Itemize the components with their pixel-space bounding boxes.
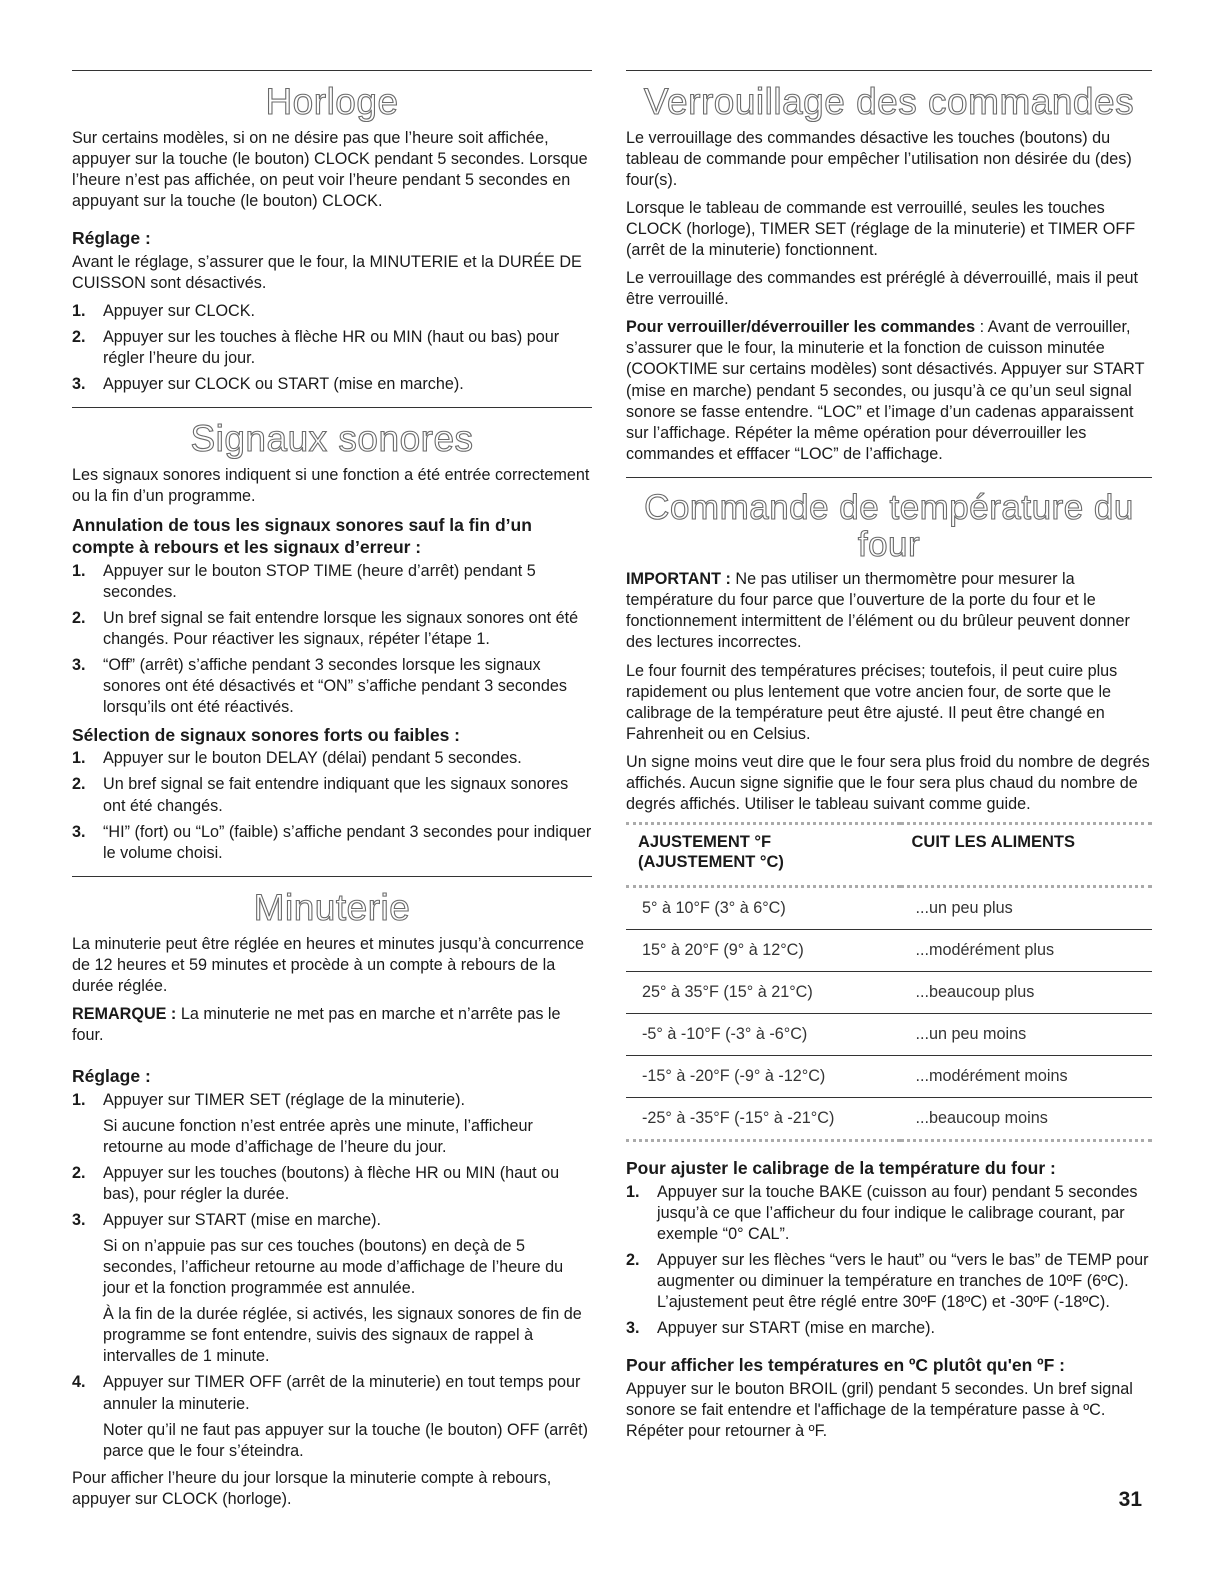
section-divider [72, 70, 592, 71]
table-row [626, 886, 1152, 929]
step-number: 2. [72, 1163, 86, 1182]
timer-note [72, 1004, 592, 1046]
table-header-adjustment [626, 823, 900, 886]
timer-section [72, 876, 592, 1510]
temp-important-label: IMPORTANT : [626, 570, 731, 589]
table-row [626, 1055, 1152, 1097]
table-cell-result: ...modérément moins [900, 1055, 1152, 1097]
step-text: Appuyer sur START (mise en marche). [103, 1211, 381, 1230]
step-number: 3. [72, 822, 86, 841]
signals-cancel-steps [72, 561, 592, 718]
calibration-step [626, 1182, 1152, 1245]
step-text: Appuyer sur les flèches “vers le haut” ou “vers le bas” de TEMP pour augmenter ou diminuer la température en tranches de 10ºF (6ºC). L’ajustement peut être réglé entre 30ºF (18ºC) et -30ºF (-18ºC). [657, 1251, 1149, 1312]
timer-step [72, 1372, 592, 1461]
header-line: AJUSTEMENT °F [638, 832, 772, 851]
step-text: Appuyer sur TIMER OFF (arrêt de la minuterie) en tout temps pour annuler la minuterie. [103, 1373, 581, 1413]
step-text: Un bref signal se fait entendre indiquant que les signaux sonores ont été changés. [103, 775, 569, 815]
signals-section [72, 407, 592, 863]
temp-paragraph: Le four fournit des températures précises; toutefois, il peut cuire plus rapidement ou plus lentement que votre ancien four, de sorte que le calibrage de la température peut être ajusté. Il peut être changé en Fahrenheit ou en Celsius. [626, 661, 1118, 743]
lock-instructions [626, 317, 1152, 464]
lock-instructions-label: Pour verrouiller/déverrouiller les commandes [626, 318, 976, 337]
clock-step [72, 301, 592, 322]
timer-steps [72, 1090, 592, 1462]
header-line: (AJUSTEMENT °C) [638, 852, 784, 871]
step-number: 1. [72, 302, 86, 321]
table-cell-result: ...beaucoup moins [900, 1097, 1152, 1140]
table-cell-adjustment: 25° à 35°F (15° à 21°C) [626, 971, 900, 1013]
table-cell-result: ...modérément plus [900, 929, 1152, 971]
timer-step [72, 1163, 592, 1205]
clock-intro: Sur certains modèles, si on ne désire pas que l’heure soit affichée, appuyer sur la touche (le bouton) CLOCK pendant 5 secondes. Lorsque l’heure n’est pas affichée, on peut voir l’heure pendant 5 secondes en appuyant sur la touche (le bouton) CLOCK. [72, 128, 588, 211]
step-number: 2. [72, 609, 86, 628]
step-number: 2. [626, 1251, 640, 1269]
timer-note-label: REMARQUE : [72, 1004, 177, 1023]
signals-step [72, 655, 592, 718]
step-text: Appuyer sur TIMER SET (réglage de la minuterie). [103, 1090, 465, 1109]
clock-step [72, 327, 592, 369]
calibration-step [626, 1250, 1152, 1313]
temp-important [626, 569, 1152, 653]
table-row [626, 1097, 1152, 1140]
timer-step [72, 1210, 592, 1367]
step-number: 3. [626, 1319, 640, 1338]
signals-cancel-title: Annulation de tous les signaux sonores sauf la fin d’un compte à rebours et les signaux d’erreur : [72, 515, 532, 558]
lock-paragraph: Le verrouillage des commandes est préréglé à déverrouillé, mais il peut être verrouillé. [626, 269, 1138, 309]
step-text: “HI” (fort) ou “Lo” (faible) s’affiche pendant 3 secondes pour indiquer le volume choisi. [103, 822, 592, 862]
step-text: Appuyer sur les touches à flèche HR ou MIN (haut ou bas) pour régler l’heure du jour. [103, 328, 560, 368]
timer-heading: Minuterie [253, 886, 411, 928]
calibration-step [626, 1318, 1152, 1339]
timer-setting-title: Réglage : [72, 1065, 151, 1086]
step-text: Appuyer sur START (mise en marche). [657, 1319, 935, 1338]
section-divider [626, 70, 1152, 71]
temp-celsius-title: Pour afficher les températures en ºC plutôt qu'en ºF : [626, 1355, 1065, 1376]
signals-step [72, 561, 592, 603]
step-text: Appuyer sur le bouton DELAY (délai) pendant 5 secondes. [103, 749, 522, 768]
signals-step [72, 822, 592, 864]
table-row [626, 1013, 1152, 1055]
step-note: Si on n’appuie pas sur ces touches (boutons) en deçà de 5 secondes, l’afficheur retourne au mode d’affichage de l’heure du jour et la fonction programmée est annulée. [103, 1237, 564, 1298]
right-column [626, 70, 1152, 1449]
signals-volume-steps [72, 748, 592, 863]
step-number: 3. [72, 1211, 86, 1230]
clock-setting-title: Réglage : [72, 228, 151, 249]
timer-outro: Pour afficher l’heure du jour lorsque la minuterie compte à rebours, appuyer sur CLOCK (horloge). [72, 1468, 552, 1508]
step-note: Noter qu’il ne faut pas appuyer sur la touche (le bouton) OFF (arrêt) parce que le four s’éteindra. [103, 1420, 588, 1460]
timer-step [72, 1090, 592, 1158]
step-number: 3. [72, 375, 86, 394]
step-number: 1. [72, 562, 86, 581]
table-cell-result: ...un peu plus [900, 886, 1152, 929]
signals-intro: Les signaux sonores indiquent si une fonction a été entrée correctement ou la fin d’un programme. [72, 466, 590, 506]
step-number: 2. [72, 775, 86, 794]
step-note: À la fin de la durée réglée, si activés, les signaux sonores de fin de programme se font entendre, suivis des signaux de rappel à intervalles de 1 minute. [103, 1305, 582, 1366]
table-row [626, 929, 1152, 971]
table-header-row [626, 823, 1152, 886]
step-note: Si aucune fonction n’est entrée après une minute, l’afficheur retourne au mode d’affichage de l’heure du jour. [103, 1116, 533, 1156]
lock-heading: Verrouillage des commandes [643, 81, 1135, 122]
left-column [72, 70, 592, 1517]
clock-section [72, 70, 592, 395]
step-number: 4. [72, 1373, 86, 1392]
step-text: Un bref signal se fait entendre lorsque les signaux sonores ont été changés. Pour réactiver les signaux, répéter l’étape 1. [103, 609, 579, 649]
timer-intro: La minuterie peut être réglée en heures et minutes jusqu’à concurrence de 12 heures et 59 minutes et procède à un compte à rebours de la durée réglée. [72, 934, 585, 995]
clock-steps [72, 301, 592, 395]
temp-calibration-steps [626, 1182, 1152, 1339]
signals-step [72, 608, 592, 650]
table-cell-result: ...un peu moins [900, 1013, 1152, 1055]
lock-instructions-text: : Avant de verrouiller, s’assurer que le four, la minuterie et la fonction de cuisson minutée (COOKTIME sur certains modèles) sont désactivés. Appuyer sur START (mise en marche) pendant 5 secondes, ou jusqu’à ce qu’un seul signal sonore se fasse entendre. “LOC” et l’image d’un cadenas apparaissent sur l’affichage. Répéter la même opération pour déverrouiller les commandes et efffacer “LOC” de l’affichage. [626, 318, 1145, 463]
step-text: “Off” (arrêt) s’affiche pendant 3 secondes lorsque les signaux sonores ont été désactivés et “ON” s’affiche pendant 3 secondes lorsqu’ils ont été réactivés. [103, 656, 568, 717]
clock-heading: Horloge [265, 81, 399, 122]
table-cell-adjustment: -15° à -20°F (-9° à -12°C) [626, 1055, 900, 1097]
adjustment-table [626, 822, 1152, 1142]
step-text: Appuyer sur CLOCK ou START (mise en marche). [103, 375, 464, 394]
section-divider [72, 876, 592, 877]
lock-paragraph: Lorsque le tableau de commande est verrouillé, seules les touches CLOCK (horloge), TIMER SET (réglage de la minuterie) et TIMER OFF (arrêt de la minuterie) fonctionnent. [626, 199, 1136, 260]
table-cell-adjustment: -5° à -10°F (-3° à -6°C) [626, 1013, 900, 1055]
step-text: Appuyer sur les touches (boutons) à flèche HR ou MIN (haut ou bas), pour régler la durée. [103, 1163, 560, 1203]
step-text: Appuyer sur la touche BAKE (cuisson au four) pendant 5 secondes jusqu’à ce que l’afficheur du four indique le calibrage courant, par exemple “0° CAL”. [657, 1182, 1138, 1243]
temp-section [626, 477, 1152, 1443]
step-number: 2. [72, 328, 86, 347]
table-cell-adjustment: 15° à 20°F (9° à 12°C) [626, 929, 900, 971]
signals-volume-title: Sélection de signaux sonores forts ou faibles : [72, 724, 460, 745]
step-number: 1. [626, 1182, 640, 1201]
lock-section [626, 70, 1152, 465]
signals-heading: Signaux sonores [190, 418, 474, 460]
temp-paragraph: Un signe moins veut dire que le four sera plus froid du nombre de degrés affichés. Aucun signe signifie que le four sera plus chaud du nombre de degrés affichés. Utiliser le tableau suivant comme guide. [626, 752, 1150, 813]
temp-important-text: Ne pas utiliser un thermomètre pour mesurer la température du four parce que l’ouverture de la porte du four et le fonctionnement intermittent de l’élément ou du brûleur peuvent donner des lectures incorrectes. [626, 570, 1130, 652]
step-number: 3. [72, 656, 86, 675]
page-number: 31 [1118, 1488, 1142, 1511]
table-row [626, 971, 1152, 1013]
table-cell-adjustment: -25° à -35°F (-15° à -21°C) [626, 1097, 900, 1140]
clock-step [72, 374, 592, 395]
step-text: Appuyer sur le bouton STOP TIME (heure d’arrêt) pendant 5 secondes. [103, 562, 536, 602]
step-text: Appuyer sur CLOCK. [103, 302, 256, 321]
step-number: 1. [72, 1090, 86, 1109]
table-header-result: CUIT LES ALIMENTS [900, 823, 1152, 886]
table-cell-adjustment: 5° à 10°F (3° à 6°C) [626, 886, 900, 929]
temp-calibration-title: Pour ajuster le calibrage de la température du four : [626, 1157, 1056, 1178]
lock-paragraph: Le verrouillage des commandes désactive les touches (boutons) du tableau de commande pour empêcher l’utilisation non désirée du (des) four(s). [626, 128, 1132, 189]
clock-setting-intro: Avant le réglage, s’assurer que le four, la MINUTERIE et la DURÉE DE CUISSON sont désactivés. [72, 252, 582, 293]
signals-step [72, 774, 592, 816]
temp-celsius-text: Appuyer sur le bouton BROIL (gril) pendant 5 secondes. Un bref signal sonore se fait entendre et l'affichage de la température passe à ºC. Répéter pour retourner à ºF. [626, 1380, 1133, 1441]
timer-note-text: La minuterie ne met pas en marche et n’arrête pas le four. [72, 1004, 561, 1044]
step-number: 1. [72, 749, 86, 768]
signals-step [72, 748, 592, 769]
section-divider [626, 477, 1152, 478]
temp-heading: Commande de température du four [644, 487, 1134, 564]
table-cell-result: ...beaucoup plus [900, 971, 1152, 1013]
section-divider [72, 407, 592, 408]
